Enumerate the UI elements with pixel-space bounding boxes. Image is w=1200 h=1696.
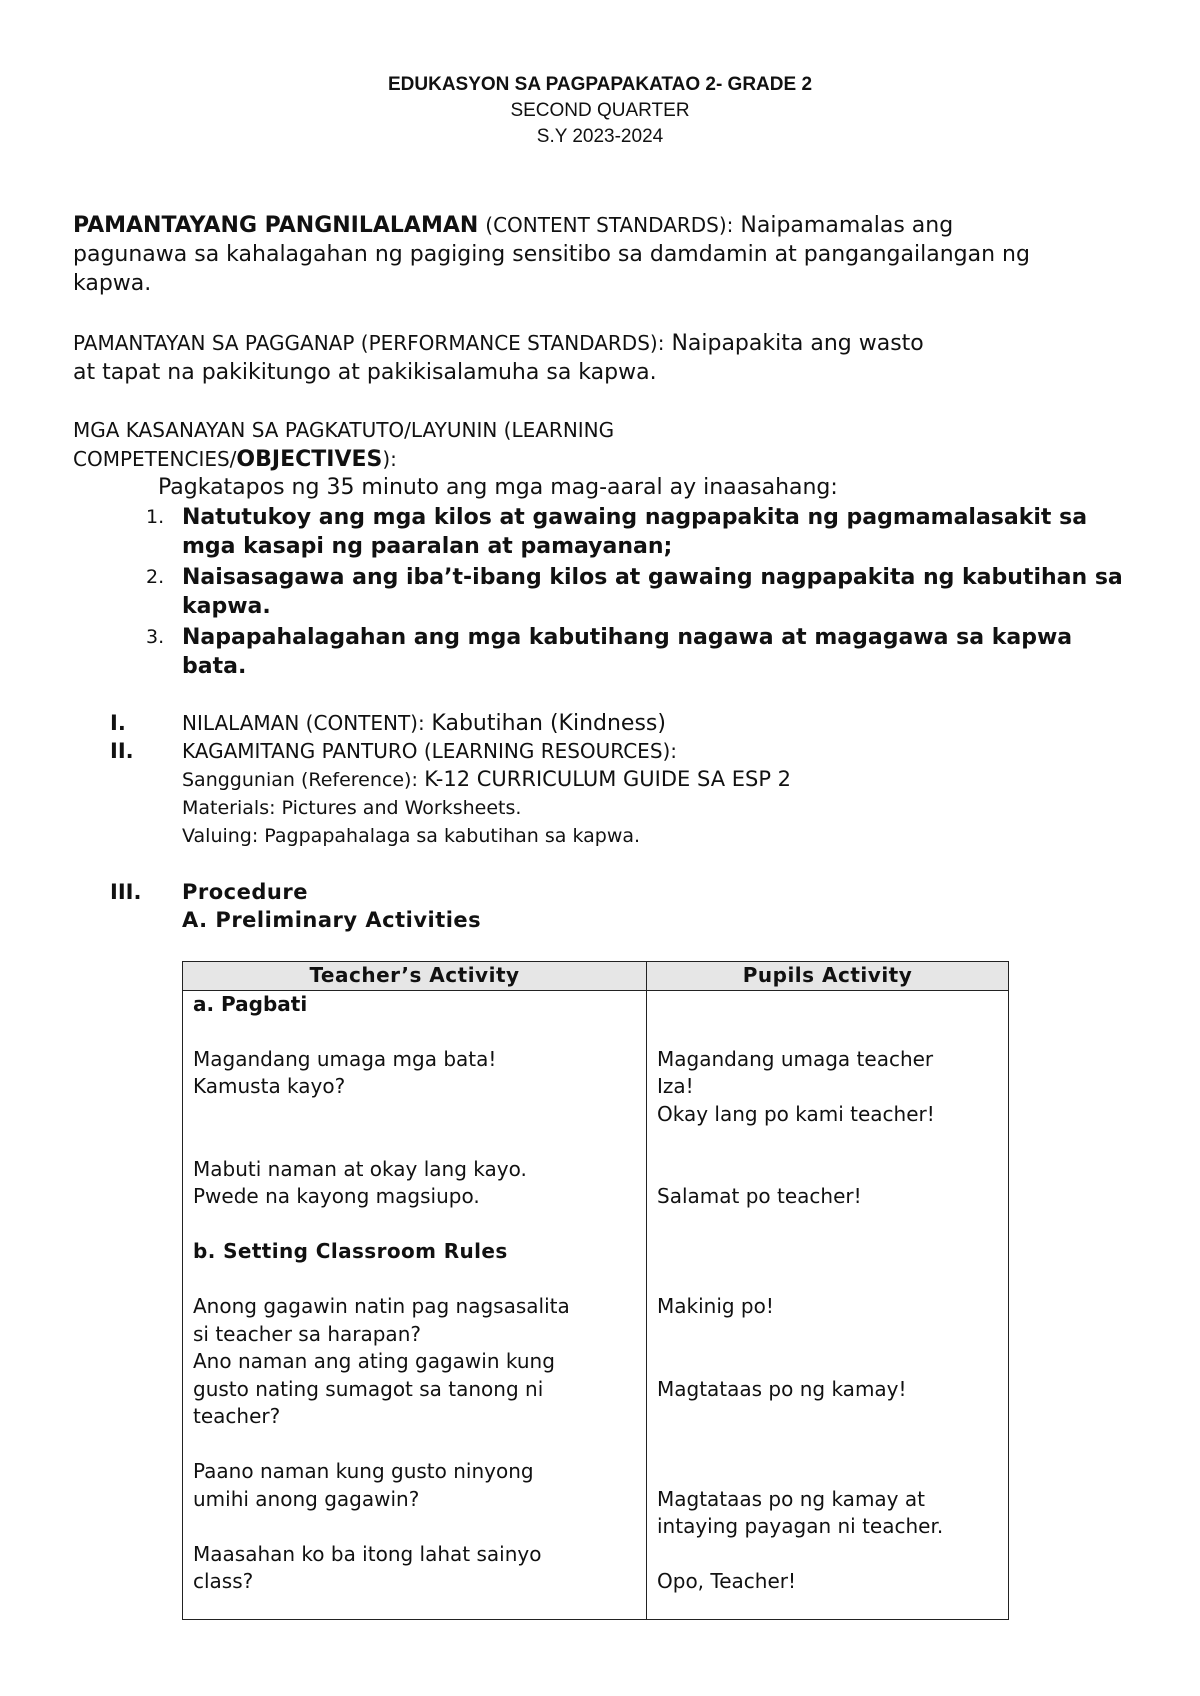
- teacher-line: Mabuti naman at okay lang kayo.: [193, 1156, 527, 1181]
- objective-number: 1.: [146, 506, 165, 528]
- performance-standards: [73, 329, 1143, 387]
- objective-line: Napapahalagahan ang mga kabutihang nagawa at magagawa sa kapwa bata.: [182, 625, 1073, 679]
- competencies-label-line2: COMPETENCIES/: [73, 447, 237, 471]
- performance-standards-label: PAMANTAYAN SA PAGGANAP (PERFORMANCE STANDARDS):: [73, 331, 665, 355]
- section-ii-label: KAGAMITANG PANTURO (LEARNING RESOURCES):: [182, 739, 678, 763]
- teacher-activity-header: Teacher’s Activity: [183, 962, 647, 991]
- objective-number: 3.: [146, 626, 165, 648]
- objectives-list: [132, 503, 1142, 683]
- reference-value: K-12 CURRICULUM GUIDE SA ESP 2: [424, 767, 792, 791]
- pupils-activity-header: Pupils Activity: [647, 962, 1009, 991]
- preliminary-activities-label: A. Preliminary Activities: [182, 908, 482, 932]
- teacher-line: teacher?: [193, 1404, 281, 1428]
- pupil-line: Makinig po!: [657, 1294, 774, 1318]
- content-standards-line: kapwa.: [73, 271, 152, 296]
- objective-item: [132, 623, 1142, 681]
- classroom-rules-heading: b. Setting Classroom Rules: [193, 1239, 508, 1263]
- content-standards: [73, 211, 1143, 298]
- objective-item: [132, 503, 1142, 561]
- pupil-line: Salamat po teacher!: [657, 1184, 862, 1208]
- activities-table: [182, 961, 1009, 1620]
- pupil-line: intaying payagan ni teacher.: [657, 1514, 944, 1538]
- quarter-label: SECOND QUARTER: [510, 100, 690, 121]
- objective-line: mga kasapi ng paaralan at pamayanan;: [182, 534, 673, 559]
- section-i-number: I.: [110, 711, 126, 735]
- content-standards-line: pagunawa sa kahalagahan ng pagiging sensitibo sa damdamin at pangangailangan ng: [73, 242, 1030, 267]
- competencies-label-end: ):: [382, 447, 397, 471]
- reference-line: [182, 765, 791, 794]
- document-title: EDUKASYON SA PAGPAPAKATAO 2- GRADE 2: [387, 74, 813, 95]
- teacher-line: Maasahan ko ba itong lahat sainyo: [193, 1541, 542, 1566]
- pupil-line: Iza!: [657, 1074, 694, 1098]
- pagbati-heading: a. Pagbati: [193, 991, 308, 1016]
- section-i-value: Kabutihan (Kindness): [431, 711, 666, 736]
- pupil-line: Opo, Teacher!: [657, 1569, 796, 1593]
- section-i: [182, 709, 666, 738]
- pupils-activity-cell: [647, 990, 1009, 1619]
- performance-standards-line: Naipapakita ang wasto: [671, 331, 924, 356]
- pupil-line: Magandang umaga teacher: [657, 1046, 934, 1071]
- teacher-line: Pwede na kayong magsiupo.: [193, 1184, 480, 1208]
- objective-line: Naisasagawa ang iba’t-ibang kilos at gawaing nagpapakita ng kabutihan sa: [182, 565, 1123, 590]
- objective-line: Natutukoy ang mga kilos at gawaing nagpapakita ng pagmamalasakit sa: [182, 505, 1088, 530]
- objectives-intro: Pagkatapos ng 35 minuto ang mga mag-aaral ay inaasahang:: [158, 475, 838, 500]
- objective-line: kapwa.: [182, 594, 271, 619]
- teacher-line: gusto nating sumagot sa tanong ni: [193, 1376, 544, 1401]
- content-standards-line: Naipamamalas ang: [740, 213, 954, 238]
- school-year: S.Y 2023-2024: [536, 126, 664, 147]
- teacher-line: Anong gagawin natin pag nagsasalita: [193, 1294, 570, 1318]
- pupil-line: Magtataas po ng kamay!: [657, 1376, 907, 1401]
- materials-line: Materials: Pictures and Worksheets.: [182, 797, 522, 819]
- section-iii-number: III.: [110, 880, 142, 904]
- pupil-line: Magtataas po ng kamay at: [657, 1486, 925, 1511]
- document-header: [0, 72, 1200, 150]
- valuing-line: Valuing: Pagpapahalaga sa kabutihan sa kapwa.: [182, 825, 641, 847]
- teacher-line: Paano naman kung gusto ninyong: [193, 1459, 534, 1483]
- objective-item: [132, 563, 1142, 621]
- teacher-line: class?: [193, 1569, 254, 1593]
- teacher-line: umihi anong gagawin?: [193, 1486, 420, 1511]
- section-iii-label: Procedure: [182, 880, 308, 904]
- pupil-line: Okay lang po kami teacher!: [657, 1101, 935, 1126]
- section-ii-number: II.: [110, 739, 134, 763]
- teacher-activity-cell: [183, 990, 647, 1619]
- objective-number: 2.: [146, 566, 165, 588]
- competencies-heading: [73, 416, 1143, 474]
- competencies-label-line1: MGA KASANAYAN SA PAGKATUTO/LAYUNIN (LEARNING: [73, 418, 615, 442]
- teacher-line: Ano naman ang ating gagawin kung: [193, 1349, 555, 1373]
- teacher-line: si teacher sa harapan?: [193, 1321, 421, 1346]
- section-i-label: NILALAMAN (CONTENT):: [182, 711, 425, 735]
- objectives-label: OBJECTIVES: [236, 447, 383, 472]
- content-standards-label-en: (CONTENT STANDARDS):: [485, 213, 734, 237]
- content-standards-label: PAMANTAYANG PANGNILALAMAN: [73, 213, 479, 238]
- teacher-line: Kamusta kayo?: [193, 1074, 346, 1098]
- reference-label: Sanggunian (Reference):: [182, 769, 418, 791]
- teacher-line: Magandang umaga mga bata!: [193, 1046, 497, 1071]
- performance-standards-line: at tapat na pakikitungo at pakikisalamuha sa kapwa.: [73, 360, 657, 385]
